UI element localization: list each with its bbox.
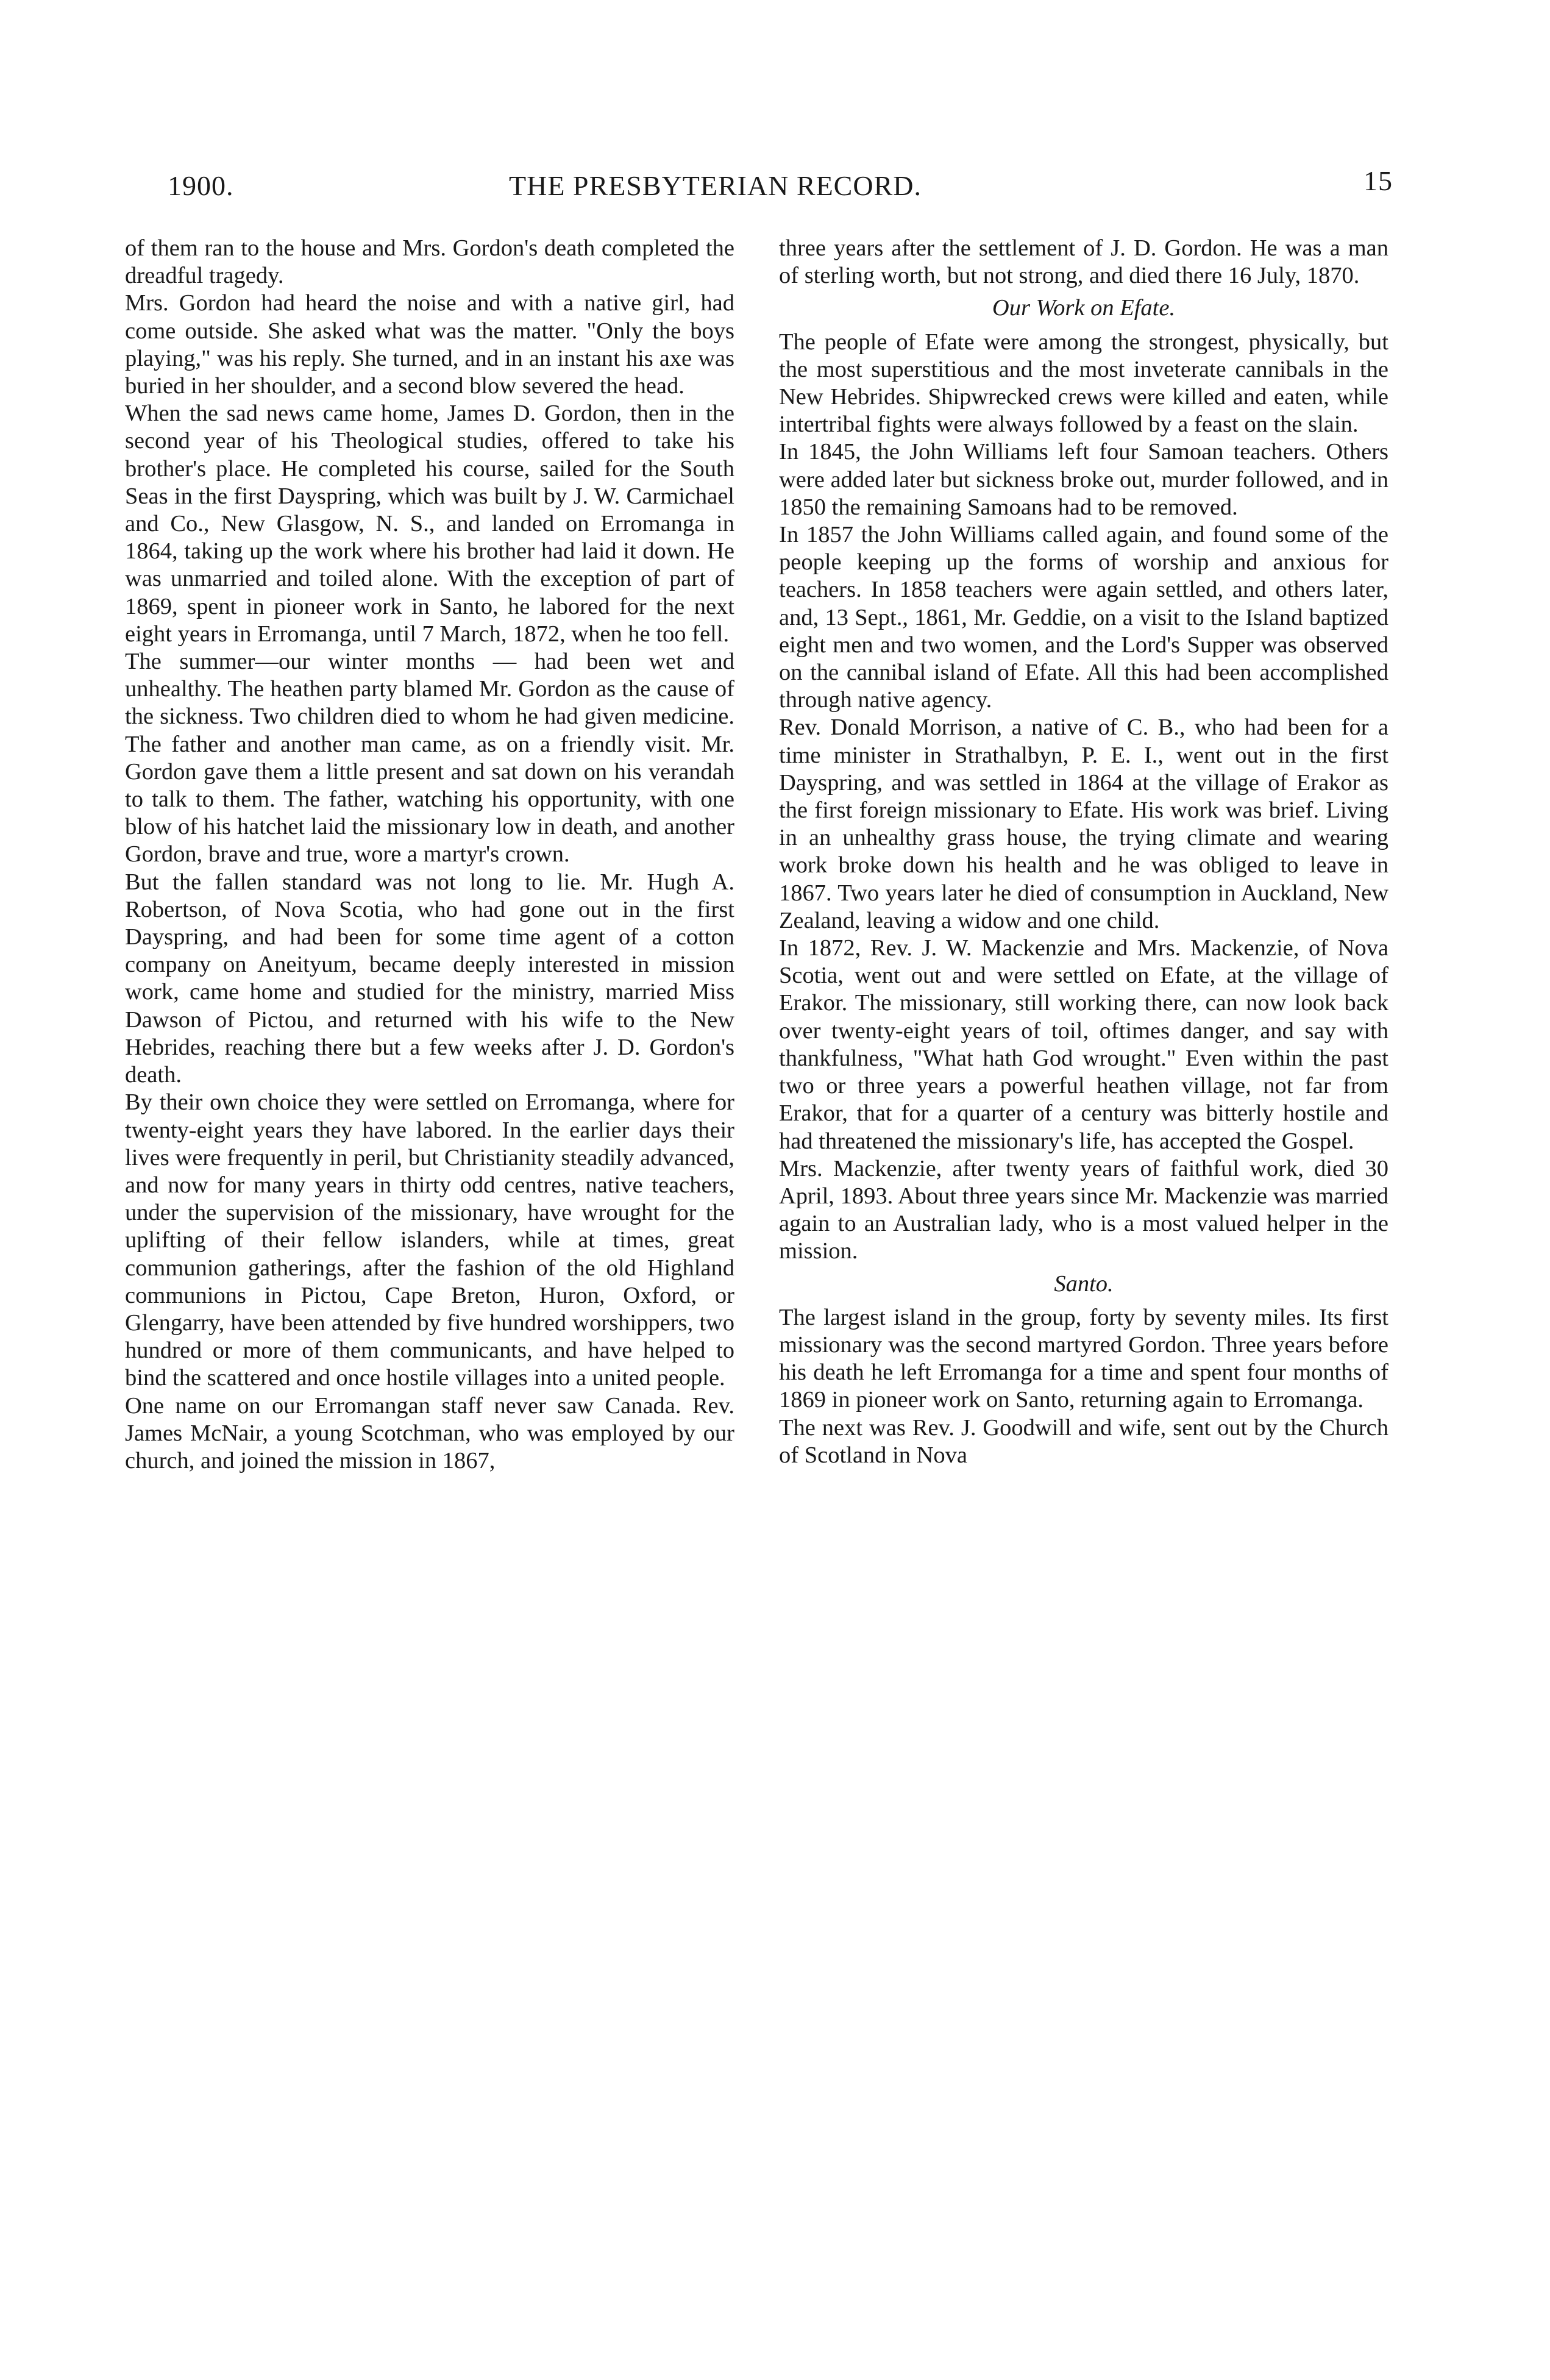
paragraph: In 1857 the John Williams called again, and found some of the people keeping up the forms of worship and anxious for teachers. In 1858 teachers were again settled, and others later, and, 13 Sept., 1861, Mr. Geddie, on a visit to the Island baptized eight men and two women, and the Lord's Supper was observed on the cannibal island of Efate. All this had been accomplished through native agency. [779, 522, 1388, 713]
paragraph: Rev. Donald Morrison, a native of C. B., who had been for a time minister in Strathalbyn, P. E. I., went out in the first Dayspring, and was settled in 1864 at the village of Erakor as the first foreign missionary to Efate. His work was brief. Living in an unhealthy grass house, the trying climate and wearing work broke down his health and he was obliged to leave in 1867. Two years later he died of consumption in Auckland, New Zealand, leaving a widow and one child. [779, 714, 1388, 933]
paragraph: One name on our Erromangan staff never saw Canada. Rev. James McNair, a young Scotchman, who was employed by our church, and joined the mission in 1867, [125, 1392, 734, 1473]
paragraph: The largest island in the group, forty by seventy miles. Its first missionary was the second martyred Gordon. Three years before his death he left Erromanga for a time and spent four months of 1869 in pioneer work on Santo, returning again to Erromanga. [779, 1304, 1388, 1413]
paragraph: In 1845, the John Williams left four Samoan teachers. Others were added later but sickness broke out, murder followed, and in 1850 the remaining Samoans had to be removed. [779, 439, 1388, 520]
header-year: 1900. [168, 170, 234, 201]
paragraph: In 1872, Rev. J. W. Mackenzie and Mrs. Mackenzie, of Nova Scotia, went out and were settled on Efate, at the village of Erakor. The missionary, still working there, can now look back over twenty-eight years of toil, oftimes danger, and say with thankfulness, "What hath God wrought." Even within the past two or three years a powerful heathen village, not far from Erakor, that for a quarter of a century was bitterly hostile and had threatened the missionary's life, has accepted the Gospel. [779, 935, 1388, 1154]
paragraph: Mrs. Mackenzie, after twenty years of faithful work, died 30 April, 1893. About three years since Mr. Mackenzie was married again to an Australian lady, who is a most valued helper in the mission. [779, 1155, 1388, 1264]
paragraph: of them ran to the house and Mrs. Gordon's death completed the dreadful tragedy. [125, 235, 734, 289]
paragraph: The summer—our winter months — had been wet and unhealthy. The heathen party blamed Mr. Gordon as the cause of the sickness. Two children died to whom he had given medicine. The father and another man came, as on a friendly visit. Mr. Gordon gave them a little present and sat down on his verandah to talk to them. The father, watching his opportunity, with one blow of his hatchet laid the missionary low in death, and another Gordon, brave and true, wore a martyr's crown. [125, 649, 734, 868]
paragraph: When the sad news came home, James D. Gordon, then in the second year of his Theological studies, offered to take his brother's place. He completed his course, sailed for the South Seas in the first Dayspring, which was built by J. W. Carmichael and Co., New Glasgow, N. S., and landed on Erromanga in 1864, taking up the work where his brother had laid it down. He was unmarried and toiled alone. With the exception of part of 1869, spent in pioneer work in Santo, he labored for the next eight years in Erromanga, until 7 March, 1872, when he too fell. [125, 401, 734, 647]
publication-title: THE PRESBYTERIAN RECORD. [509, 170, 922, 201]
section-heading: Our Work on Efate. [992, 295, 1176, 321]
paragraph: three years after the settlement of J. D. Gordon. He was a man of sterling worth, but not strong, and died there 16 July, 1870. [779, 235, 1388, 289]
right-column [779, 235, 1388, 1469]
paragraph: The next was Rev. J. Goodwill and wife, sent out by the Church of Scotland in Nova [779, 1414, 1388, 1468]
page-header [168, 165, 1393, 212]
paragraph: The people of Efate were among the strongest, physically, but the most superstitious and the most inveterate cannibals in the New Hebrides. Shipwrecked crews were killed and eaten, while intertribal fights were always followed by a feast on the slain. [779, 329, 1388, 438]
paragraph: Mrs. Gordon had heard the noise and with a native girl, had come outside. She asked what was the matter. "Only the boys playing," was his reply. She turned, and in an instant his axe was buried in her shoulder, and a second blow severed the head. [125, 290, 734, 399]
paragraph: But the fallen standard was not long to lie. Mr. Hugh A. Robertson, of Nova Scotia, who had gone out in the first Dayspring, and had been for some time agent of a cotton company on Aneityum, became deeply interested in mission work, came home and studied for the ministry, married Miss Dawson of Pictou, and returned with his wife to the New Hebrides, reaching there but a few weeks after J. D. Gordon's death. [125, 869, 734, 1088]
left-column [125, 235, 734, 1475]
section-heading: Santo. [1054, 1270, 1114, 1297]
paragraph: By their own choice they were settled on Erromanga, where for twenty-eight years they have labored. In the earlier days their lives were frequently in peril, but Christianity steadily advanced, and now for many years in thirty odd centres, native teachers, under the supervision of the missionary, have wrought for the uplifting of their fellow islanders, while at times, great communion gatherings, after the fashion of the old Highland communions in Pictou, Cape Breton, Huron, Oxford, or Glengarry, have been attended by five hundred worshippers, two hundred or more of them communicants, and have helped to bind the scattered and once hostile villages into a united people. [125, 1089, 734, 1391]
page-number: 15 [1363, 165, 1393, 196]
